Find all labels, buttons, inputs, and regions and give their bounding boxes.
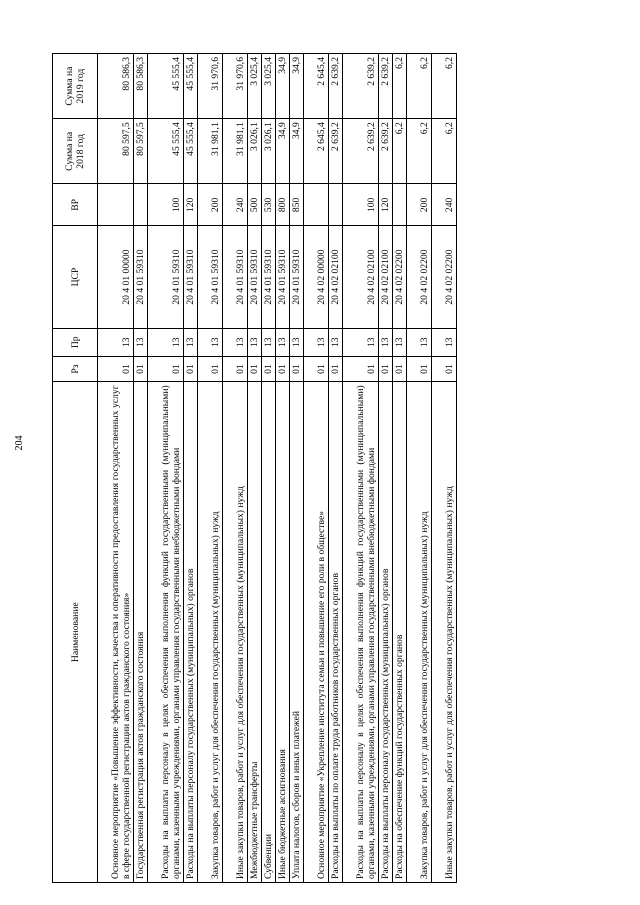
table-body: [98, 54, 457, 883]
row-name: Уплата налогов, сборов и иных платежей: [290, 382, 304, 883]
row-sum-2019: 80 586,3: [98, 54, 134, 119]
row-sum-2018: 2 639,2: [343, 119, 379, 184]
row-sum-2018: 45 555,4: [148, 119, 184, 184]
header-pr: Пр: [53, 328, 98, 356]
row-name: Расходы на выплаты персоналу в целях обеспечения выполнения функций государственными (муниципальными) органами, казенными учреждениями, органами управления государственными внебюджетными фондами: [343, 382, 379, 883]
row-vr: 240: [223, 184, 248, 226]
row-name: Государственная регистрация актов гражданского состояния: [134, 382, 148, 883]
row-vr: [98, 184, 134, 226]
row-rz: 01: [148, 356, 184, 382]
row-vr: 500: [248, 184, 262, 226]
row-sum-2018: 6,2: [407, 119, 432, 184]
row-pr: 13: [198, 328, 223, 356]
row-vr: 530: [262, 184, 276, 226]
header-vr: ВР: [53, 184, 98, 226]
row-sum-2018: 2 639,2: [329, 119, 343, 184]
row-csr: 20 4 02 02100: [343, 226, 379, 328]
row-rz: 01: [198, 356, 223, 382]
row-csr: 20 4 01 59310: [198, 226, 223, 328]
table-row: [304, 54, 329, 883]
row-name: Расходы на обеспечение функций государственных органов: [393, 382, 407, 883]
row-sum-2019: 6,2: [432, 54, 457, 119]
budget-table: [52, 53, 457, 883]
row-vr: 240: [432, 184, 457, 226]
row-pr: 13: [248, 328, 262, 356]
row-pr: 13: [304, 328, 329, 356]
row-pr: 13: [393, 328, 407, 356]
header-sum-2018: Сумма на 2018 год: [53, 119, 98, 184]
row-sum-2019: 34,9: [276, 54, 290, 119]
row-vr: 800: [276, 184, 290, 226]
table-row: [393, 54, 407, 883]
row-name: Основное мероприятие «Укрепление института семьи и повышение его роли в обществе»: [304, 382, 329, 883]
header-sum-2019: Сумма на 2019 год: [53, 54, 98, 119]
row-rz: 01: [248, 356, 262, 382]
row-sum-2019: 31 970,6: [223, 54, 248, 119]
row-pr: 13: [407, 328, 432, 356]
row-vr: 120: [379, 184, 393, 226]
row-vr: [304, 184, 329, 226]
table-row: [98, 54, 134, 883]
row-rz: 01: [432, 356, 457, 382]
row-pr: 13: [329, 328, 343, 356]
row-vr: 200: [407, 184, 432, 226]
row-vr: [329, 184, 343, 226]
row-pr: 13: [148, 328, 184, 356]
row-pr: 13: [432, 328, 457, 356]
table-header-row: [53, 54, 98, 883]
row-rz: 01: [379, 356, 393, 382]
row-csr: 20 4 02 00000: [304, 226, 329, 328]
row-name: Закупка товаров, работ и услуг для обеспечения государственных (муниципальных) нужд: [407, 382, 432, 883]
row-pr: 13: [98, 328, 134, 356]
row-name: Расходы на выплаты персоналу государственных (муниципальных) органов: [184, 382, 198, 883]
row-name: Расходы на выплаты персоналу государственных (муниципальных) органов: [379, 382, 393, 883]
row-csr: 20 4 01 59310: [276, 226, 290, 328]
row-rz: 01: [262, 356, 276, 382]
row-rz: 01: [329, 356, 343, 382]
row-name: Расходы на выплаты по оплате труда работников государственных органов: [329, 382, 343, 883]
row-rz: 01: [98, 356, 134, 382]
table-row: [198, 54, 223, 883]
row-pr: 13: [379, 328, 393, 356]
row-sum-2019: 45 555,4: [184, 54, 198, 119]
row-vr: 850: [290, 184, 304, 226]
rotated-page: [52, 53, 532, 883]
row-csr: 20 4 01 59310: [148, 226, 184, 328]
row-pr: 13: [262, 328, 276, 356]
row-sum-2018: 3 026,1: [248, 119, 262, 184]
row-sum-2018: 2 639,2: [379, 119, 393, 184]
row-sum-2018: 3 026,1: [262, 119, 276, 184]
row-pr: 13: [134, 328, 148, 356]
row-vr: 100: [343, 184, 379, 226]
row-name: Иные закупки товаров, работ и услуг для обеспечения государственных (муниципальных) нужд: [223, 382, 248, 883]
row-sum-2018: 34,9: [276, 119, 290, 184]
row-sum-2019: 2 645,4: [304, 54, 329, 119]
row-sum-2018: 6,2: [393, 119, 407, 184]
row-vr: 100: [148, 184, 184, 226]
row-csr: 20 4 01 59310: [248, 226, 262, 328]
header-name: Наименование: [53, 382, 98, 883]
row-rz: 01: [223, 356, 248, 382]
row-csr: 20 4 02 02100: [329, 226, 343, 328]
row-name: Расходы на выплаты персоналу в целях обеспечения выполнения функций государственными (муниципальными) органами, казенными учреждениями, органами управления государственными внебюджетными фондами: [148, 382, 184, 883]
row-csr: 20 4 01 00000: [98, 226, 134, 328]
table-row: [248, 54, 262, 883]
row-csr: 20 4 02 02200: [407, 226, 432, 328]
row-rz: 01: [343, 356, 379, 382]
row-sum-2019: 34,9: [290, 54, 304, 119]
row-name: Основное мероприятие «Повышение эффективности, качества и оперативности предоставления государственных услуг в сфере государственной регистрации актов гражданского состояния»: [98, 382, 134, 883]
row-pr: 13: [223, 328, 248, 356]
table-row: [407, 54, 432, 883]
row-rz: 01: [134, 356, 148, 382]
row-csr: 20 4 01 59310: [262, 226, 276, 328]
row-pr: 13: [343, 328, 379, 356]
row-sum-2019: 2 639,2: [329, 54, 343, 119]
row-name: Закупка товаров, работ и услуг для обеспечения государственных (муниципальных) нужд: [198, 382, 223, 883]
table-row: [134, 54, 148, 883]
row-sum-2018: 80 597,5: [98, 119, 134, 184]
row-csr: 20 4 01 59310: [290, 226, 304, 328]
row-sum-2019: 6,2: [407, 54, 432, 119]
row-csr: 20 4 02 02200: [393, 226, 407, 328]
row-sum-2019: 6,2: [393, 54, 407, 119]
row-rz: 01: [290, 356, 304, 382]
row-vr: [134, 184, 148, 226]
table-row: [379, 54, 393, 883]
row-name: Межбюджетные трансферты: [248, 382, 262, 883]
table-row: [432, 54, 457, 883]
row-vr: 200: [198, 184, 223, 226]
row-name: Субвенции: [262, 382, 276, 883]
row-rz: 01: [393, 356, 407, 382]
table-row: [184, 54, 198, 883]
row-sum-2018: 80 597,5: [134, 119, 148, 184]
row-csr: 20 4 01 59310: [184, 226, 198, 328]
row-rz: 01: [276, 356, 290, 382]
row-sum-2018: 2 645,4: [304, 119, 329, 184]
table-row: [290, 54, 304, 883]
table-row: [329, 54, 343, 883]
row-sum-2019: 80 586,3: [134, 54, 148, 119]
row-sum-2019: 3 025,4: [248, 54, 262, 119]
row-vr: 120: [184, 184, 198, 226]
table-row: [223, 54, 248, 883]
header-csr: ЦСР: [53, 226, 98, 328]
row-sum-2018: 45 555,4: [184, 119, 198, 184]
table-row: [262, 54, 276, 883]
page-number: 204: [14, 435, 25, 451]
table-row: [343, 54, 379, 883]
row-rz: 01: [184, 356, 198, 382]
row-rz: 01: [304, 356, 329, 382]
row-sum-2018: 31 981,1: [223, 119, 248, 184]
row-sum-2019: 2 639,2: [343, 54, 379, 119]
table-row: [276, 54, 290, 883]
row-name: Иные бюджетные ассигнования: [276, 382, 290, 883]
row-sum-2019: 45 555,4: [148, 54, 184, 119]
row-csr: 20 4 01 59310: [223, 226, 248, 328]
row-sum-2018: 6,2: [432, 119, 457, 184]
table-row: [148, 54, 184, 883]
row-sum-2018: 31 981,1: [198, 119, 223, 184]
row-pr: 13: [184, 328, 198, 356]
row-csr: 20 4 02 02200: [432, 226, 457, 328]
row-vr: [393, 184, 407, 226]
row-rz: 01: [407, 356, 432, 382]
row-sum-2018: 34,9: [290, 119, 304, 184]
row-sum-2019: 31 970,6: [198, 54, 223, 119]
row-sum-2019: 3 025,4: [262, 54, 276, 119]
row-name: Иные закупки товаров, работ и услуг для обеспечения государственных (муниципальных) нужд: [432, 382, 457, 883]
header-rz: Рз: [53, 356, 98, 382]
row-pr: 13: [276, 328, 290, 356]
row-csr: 20 4 01 59310: [134, 226, 148, 328]
row-csr: 20 4 02 02100: [379, 226, 393, 328]
row-pr: 13: [290, 328, 304, 356]
row-sum-2019: 2 639,2: [379, 54, 393, 119]
